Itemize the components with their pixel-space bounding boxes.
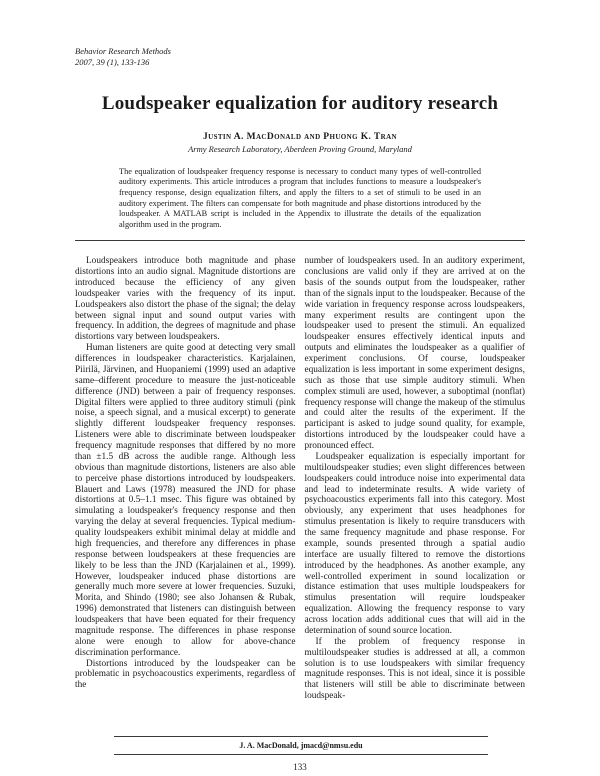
left-column [75, 256, 296, 702]
body-paragraph: Human listeners are quite good at detecting very small differences in loudspeaker characteristics. Karjalainen, Piirilä, Järvinen, and Huopaniemi (1999) used an adaptive same–different procedure to measure the just-noticeable difference (JND) between a pair of frequency responses. Digital filters were applied to three auditory stimuli (pink noise, a speech signal, and a musical excerpt) to generate slightly different loudspeaker frequency responses. Listeners were able to discriminate between loudspeaker frequency magnitude responses that differed by no more than ±1.5 dB across the audible range. Although less obvious than magnitude distortions, listeners are also able to perceive phase distortions introduced by loudspeakers. Blauert and Laws (1978) measured the JND for phase distortions at 0.5–1.1 msec. This figure was obtained by simulating a loudspeaker's frequency response and then varying the delay at several frequencies. Typical medium-quality loudspeakers exhibit minimal delay at middle and high frequencies, and therefore any differences in phase response between loudspeakers at these frequencies are likely to be less than the JND (Karjalainen et al., 1999). However, loudspeaker induced phase distortions are generally much more severe at lower frequencies. Suzuki, Morita, and Shindo (1980; see also Johansen & Rubak, 1996) demonstrated that listeners can distinguish between loudspeakers that have been equated for their frequency magnitude response. The differences in phase response alone were enough to allow for above-chance discrimination performance. [75, 343, 296, 658]
body-paragraph: Distortions introduced by the loudspeaker can be problematic in psychoacoustics experiments, regardless of the [75, 658, 296, 691]
body-paragraph: Loudspeakers introduce both magnitude and phase distortions into an audio signal. Magnitude distortions are introduced because the efficiency of any given loudspeaker varies with the frequency of its input. Loudspeakers also distort the phase of the signal; the delay between signal input and sound output varies with frequency. In addition, the degrees of magnitude and phase distortions vary between loudspeakers. [75, 256, 296, 343]
journal-issue: 2007, 39 (1), 133-136 [75, 57, 150, 68]
correspondence-text: J. A. MacDonald, jmacd@nmsu.edu [239, 741, 363, 750]
correspondence-note [114, 736, 488, 755]
body-paragraph: If the problem of frequency response in multiloudspeaker studies is addressed at all, a common solution is to use loudspeakers with similar frequency magnitude responses. This is not ideal, since it is possible that listeners will still be able to discriminate between loudspeak- [304, 636, 525, 702]
article-authors: Justin A. MacDonald and Phuong K. Tran [202, 131, 398, 142]
journal-header [75, 46, 525, 69]
abstract-text: The equalization of loudspeaker frequency response is necessary to conduct many types of well-controlled auditory experiments. This article introduces a program that includes functions to measure a loudspeaker's frequency response, design equalization filters, and apply the filters to a set of stimuli to be used in an auditory experiment. The filters can compensate for both magnitude and phase distortions introduced by the loudspeaker. A MATLAB script is included in the Appendix to illustrate the details of the equalization algorithm used in the program. [119, 166, 481, 229]
body-paragraph: number of loudspeakers used. In an auditory experiment, conclusions are valid only if they are arrived at on the basis of the sounds output from the loudspeaker, rather than of the signals input to the loudspeaker. Because of the wide variation in frequency response across loudspeakers, many experiment results are contingent upon the loudspeaker used to present the stimuli. An equalized loudspeaker ensures effectively identical inputs and outputs and eliminates the loudspeaker as a qualifier of experiment conclusions. Of course, loudspeaker equalization is less important in some experiment designs, such as those that use simple auditory stimuli. When complex stimuli are used, however, a suboptimal (nonflat) frequency response will change the makeup of the stimulus and could alter the results of the experiment. If the participant is asked to judge sound quality, for example, distortions introduced by the loudspeaker could have a pronounced effect. [304, 256, 525, 451]
abstract-divider [75, 240, 525, 241]
article-title: Loudspeaker equalization for auditory research [101, 92, 499, 114]
right-column [305, 256, 526, 702]
article-affiliation: Army Research Laboratory, Aberdeen Proving Ground, Maryland [188, 143, 412, 154]
article-body [75, 256, 525, 702]
journal-name: Behavior Research Methods [75, 46, 171, 56]
page-number: 133 [293, 762, 307, 772]
body-paragraph: Loudspeaker equalization is especially important for multiloudspeaker studies; even slight differences between loudspeakers could introduce noise into experimental data and lead to indeterminate results. A wide variety of psychoacoustics experiments fall into this category. Most obviously, any experiment that uses headphones for stimulus presentation is likely to require transducers with the same frequency magnitude and phase response. For example, sounds presented through a spatial audio interface are usually filtered to remove the distortions introduced by the headphones. As another example, any well-controlled experiment in sound localization or distance estimation that uses multiple loudspeakers for stimulus presentation will require loudspeaker equalization. Allowing the frequency response to vary across location adds additional cues that will aid in the determination of sound source location. [304, 451, 525, 636]
